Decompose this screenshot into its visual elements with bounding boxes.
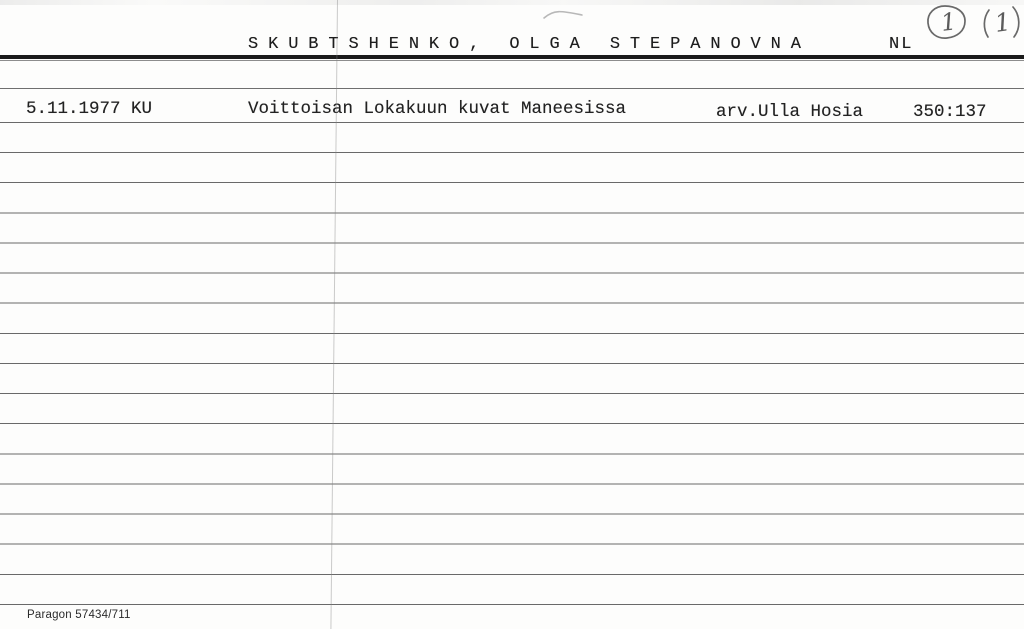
circled-number: 1 — [939, 7, 958, 37]
header-rule-shadow — [0, 60, 1024, 61]
collection-code: NL — [889, 35, 914, 54]
ruled-line — [0, 88, 1024, 89]
entry-date: 5.11.1977 — [26, 99, 121, 119]
ruled-lines — [0, 122, 1024, 606]
handwritten-left-paren-mark — [984, 10, 989, 37]
scan-squiggle-mark — [542, 8, 586, 22]
parenthesized-number: 1 — [992, 7, 1013, 38]
entry-category: KU — [131, 99, 153, 119]
entry-title: Voittoisan Lokakuun kuvat Maneesissa — [248, 99, 627, 119]
print-code: Paragon 57434/711 — [27, 609, 131, 621]
header-rule — [0, 55, 1024, 59]
scan-artifact-top-edge — [0, 0, 1024, 5]
handwritten-annotations — [880, 0, 1024, 48]
card-title: SKUBTSHENKO, OLGA STEPANOVNA — [248, 35, 811, 54]
entry-reviewer: arv.Ulla Hosia — [716, 102, 864, 122]
entry-reference: 350:137 — [913, 102, 987, 122]
handwritten-right-paren-mark — [1013, 7, 1019, 37]
